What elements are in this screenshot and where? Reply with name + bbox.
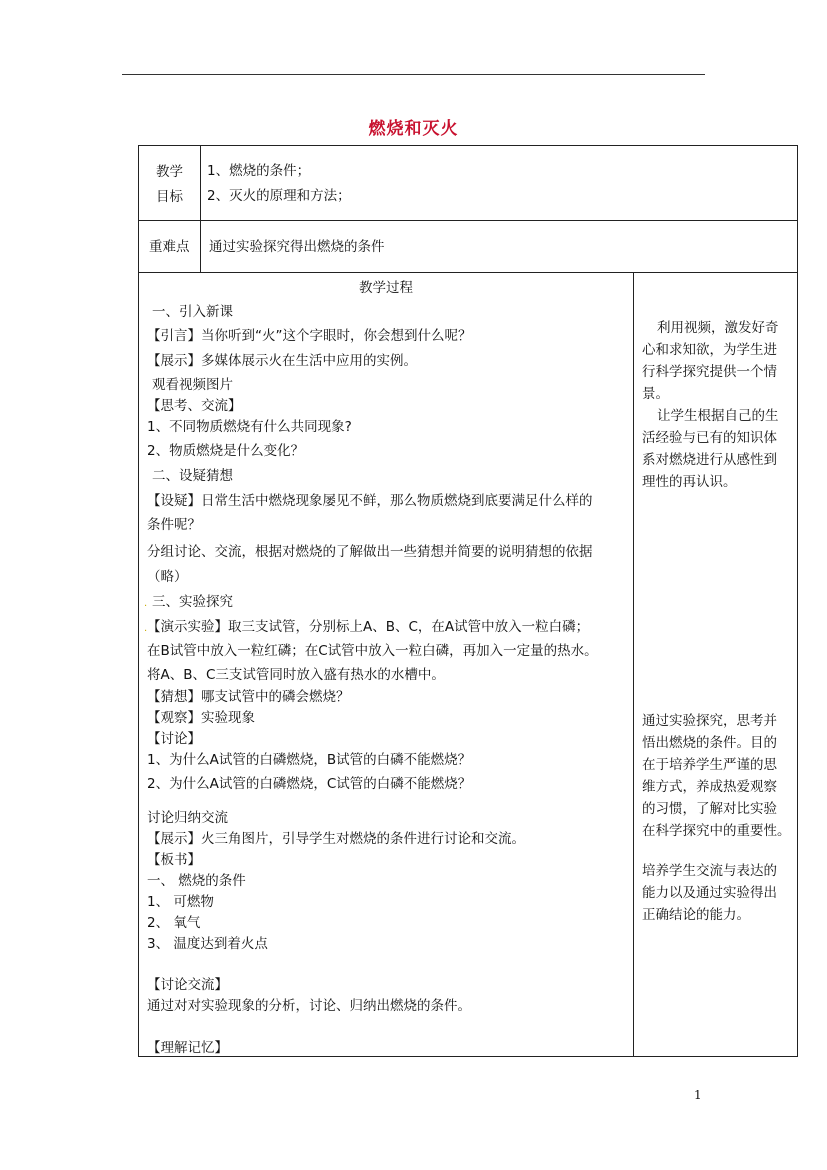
notes-line: 能力以及通过实验得出 bbox=[642, 885, 777, 901]
notes-line: 系对燃烧进行从感性到 bbox=[642, 452, 777, 468]
process-line: 讨论归纳交流 bbox=[147, 810, 228, 826]
margin-mark: . bbox=[144, 598, 148, 609]
notes-line: 正确结论的能力。 bbox=[642, 907, 750, 923]
goal-item: 1、燃烧的条件； bbox=[207, 163, 311, 179]
process-line: 1、不同物质燃烧有什么共同现象? bbox=[147, 419, 352, 435]
process-line: 条件呢？ bbox=[147, 517, 201, 533]
process-line: 通过对对实验现象的分析，讨论、归纳出燃烧的条件。 bbox=[147, 998, 471, 1014]
process-line: 【观察】实验现象 bbox=[147, 710, 255, 726]
notes-line: 行科学探究提供一个情 bbox=[642, 364, 777, 380]
notes-column-divider bbox=[633, 272, 634, 1057]
process-line: 三、实验探究 bbox=[152, 594, 233, 610]
process-line: 将A、B、C三支试管同时放入盛有热水的水槽中。 bbox=[147, 667, 445, 683]
process-line: 【讨论交流】 bbox=[147, 977, 228, 993]
process-line: 【展示】火三角图片，引导学生对燃烧的条件进行讨论和交流。 bbox=[147, 831, 525, 847]
notes-line: 景。 bbox=[642, 386, 669, 402]
process-line: 2、物质燃烧是什么变化？ bbox=[147, 443, 305, 459]
row-divider-goals bbox=[139, 220, 797, 221]
notes-line: 培养学生交流与表达的 bbox=[642, 863, 777, 879]
process-line: 1、 可燃物 bbox=[147, 894, 214, 910]
goals-label-1: 教学 bbox=[156, 164, 183, 180]
process-line: 【设疑】日常生活中燃烧现象屡见不鲜，那么物质燃烧到底要满足什么样的 bbox=[147, 493, 593, 509]
label-column-divider bbox=[200, 146, 201, 272]
notes-line: 的习惯，了解对比实验 bbox=[642, 801, 777, 817]
process-line: 【演示实验】取三支试管，分别标上A、B、C，在A试管中放入一粒白磷； bbox=[147, 619, 590, 635]
process-line: 一、 燃烧的条件 bbox=[147, 873, 246, 889]
process-line: 【讨论】 bbox=[147, 731, 201, 747]
notes-line: 在于培养学生严谨的思 bbox=[642, 757, 777, 773]
notes-line: 通过实验探究，思考并 bbox=[642, 713, 777, 729]
process-line: 【猜想】哪支试管中的磷会燃烧？ bbox=[147, 689, 350, 705]
process-line: 分组讨论、交流，根据对燃烧的了解做出一些猜想并简要的说明猜想的依据 bbox=[147, 544, 593, 560]
margin-mark: . bbox=[144, 623, 148, 634]
notes-line: 在科学探究中的重要性。 bbox=[642, 823, 791, 839]
row-divider-key bbox=[139, 272, 797, 273]
goals-label-2: 目标 bbox=[156, 189, 183, 205]
process-line: 2、 氧气 bbox=[147, 915, 201, 931]
process-line: 【展示】多媒体展示火在生活中应用的实例。 bbox=[147, 353, 417, 369]
process-line: 一、引入新课 bbox=[152, 304, 233, 320]
process-header: 教学过程 bbox=[359, 280, 413, 296]
process-line: 二、设疑猜想 bbox=[152, 468, 233, 484]
process-line: 观看视频图片 bbox=[152, 377, 233, 393]
process-line: 【理解记忆】 bbox=[147, 1040, 228, 1056]
process-line: （略） bbox=[147, 569, 188, 585]
goal-item: 2、灭火的原理和方法； bbox=[207, 188, 351, 204]
notes-line: 心和求知欲，为学生进 bbox=[642, 342, 777, 358]
process-line: 在B试管中放入一粒红磷；在C试管中放入一粒白磷，再加入一定量的热水。 bbox=[147, 643, 598, 659]
lesson-table bbox=[138, 145, 798, 1057]
page-number: 1 bbox=[694, 1088, 702, 1102]
notes-line: 悟出燃烧的条件。目的 bbox=[642, 735, 777, 751]
process-line: 3、 温度达到着火点 bbox=[147, 936, 268, 952]
process-line: 【板书】 bbox=[147, 852, 201, 868]
page-title: 燃烧和灭火 bbox=[368, 119, 459, 139]
process-line: 【思考、交流】 bbox=[147, 398, 242, 414]
header-rule bbox=[122, 74, 705, 75]
process-line: 2、为什么A试管的白磷燃烧，C试管的白磷不能燃烧？ bbox=[147, 776, 472, 792]
notes-line: 活经验与已有的知识体 bbox=[642, 430, 777, 446]
notes-line: 让学生根据自己的生 bbox=[657, 408, 779, 424]
process-line: 1、为什么A试管的白磷燃烧，B试管的白磷不能燃烧？ bbox=[147, 752, 472, 768]
notes-line: 利用视频，激发好奇 bbox=[657, 320, 779, 336]
notes-line: 维方式，养成热爱观察 bbox=[642, 779, 777, 795]
process-line: 【引言】当你听到“火”这个字眼时，你会想到什么呢？ bbox=[147, 328, 472, 344]
key-label: 重难点 bbox=[149, 239, 190, 255]
notes-line: 理性的再认识。 bbox=[642, 474, 737, 490]
key-text: 通过实验探究得出燃烧的条件 bbox=[209, 239, 385, 255]
